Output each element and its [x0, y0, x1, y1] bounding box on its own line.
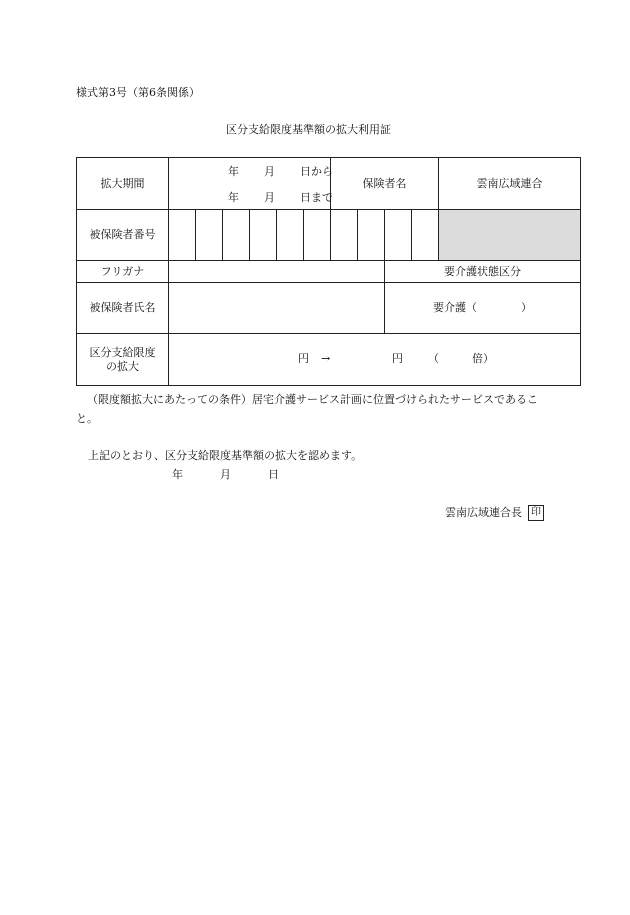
- limit-expansion-label-line2: の拡大: [106, 359, 139, 373]
- to-day: 日まで: [300, 191, 333, 204]
- insurer-value: 雲南広域連合: [439, 158, 581, 210]
- limit-expansion-label: [77, 334, 169, 386]
- insured-name-field[interactable]: [169, 283, 385, 334]
- furigana-label: フリガナ: [77, 261, 169, 283]
- insured-name-label: 被保険者氏名: [77, 283, 169, 334]
- insured-number-digit[interactable]: [358, 210, 385, 261]
- to-month: 月: [264, 191, 275, 204]
- insured-number-digit[interactable]: [196, 210, 223, 261]
- certificate-table: [76, 157, 581, 386]
- insured-number-digit[interactable]: [331, 210, 358, 261]
- insured-number-label: 被保険者番号: [77, 210, 169, 261]
- form-number: 様式第3号（第6条関係）: [76, 86, 200, 99]
- times-multiplier: （ 倍）: [428, 352, 494, 365]
- care-category-label: 要介護状態区分: [385, 261, 581, 283]
- to-year: 年: [228, 191, 239, 204]
- from-day: 日から: [300, 165, 333, 178]
- signature-block: [445, 505, 544, 521]
- document-title: 区分支給限度基準額の拡大利用証: [226, 123, 391, 136]
- date-month: 月: [220, 468, 231, 481]
- approval-text: 上記のとおり、区分支給限度基準額の拡大を認めます。: [88, 449, 363, 462]
- yen-before: 円: [298, 352, 309, 365]
- insurer-label: 保険者名: [331, 158, 439, 210]
- period-label: 拡大期間: [77, 158, 169, 210]
- date-year: 年: [172, 468, 183, 481]
- shaded-cell: [439, 210, 581, 261]
- yen-after: 円: [392, 352, 403, 365]
- furigana-field[interactable]: [169, 261, 385, 283]
- seal-mark: 印: [528, 505, 544, 521]
- period-dates: [169, 158, 331, 210]
- signatory-name: 雲南広域連合長: [445, 506, 522, 519]
- from-year: 年: [228, 165, 239, 178]
- limit-expansion-label-line1: 区分支給限度: [89, 345, 156, 359]
- insured-number-digit[interactable]: [250, 210, 277, 261]
- insured-number-digit[interactable]: [169, 210, 196, 261]
- insured-number-digit[interactable]: [385, 210, 412, 261]
- arrow-icon: →: [321, 352, 331, 365]
- from-month: 月: [264, 165, 275, 178]
- limit-expansion-values: [169, 334, 581, 386]
- condition-text: （限度額拡大にあたっての条件）居宅介護サービス計画に位置づけられたサービスであること。: [76, 393, 538, 425]
- insured-number-digit[interactable]: [304, 210, 331, 261]
- date-day: 日: [268, 468, 279, 481]
- insured-number-digit[interactable]: [412, 210, 439, 261]
- care-level-field: 要介護（ ）: [385, 283, 581, 334]
- insured-number-digit[interactable]: [223, 210, 250, 261]
- insured-number-digit[interactable]: [277, 210, 304, 261]
